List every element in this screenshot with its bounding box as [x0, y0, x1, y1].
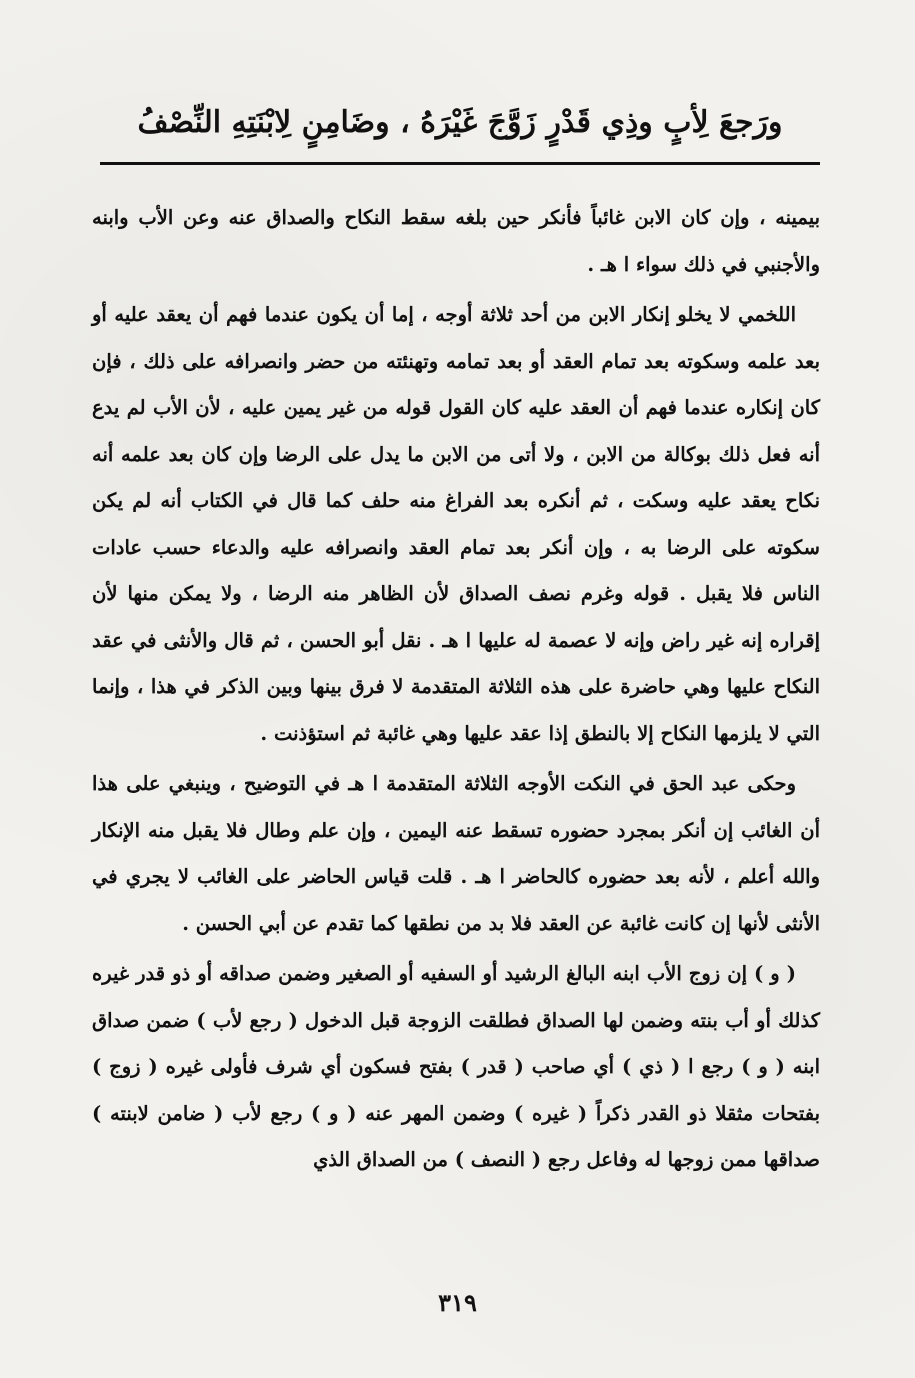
page-number: ٣١٩ — [438, 1288, 477, 1317]
verse-header: ورَجعَ لِأبٍ وذِي قَدْرٍ زَوَّجَ غَيْرَهُ ، وضَامِنٍ لِابْنَتِهِ النِّصْفُ — [137, 105, 783, 140]
paragraph-2: اللخمي لا يخلو إنكار الابن من أحد ثلاثة أوجه ، إما أن يكون عندما فهم أن يعقد عليه أو بعد علمه وسكوته بعد تمام العقد أو بعد تمامه وتهنئته من حضر وانصرافه على ذلك ، فإن كان إنكاره عندما فهم أن العقد عليه كان القول قوله من غير يمين عليه ، لأن الأب لم يدع أنه فعل ذلك بوكالة من الابن ، ولا أتى من الابن ما يدل على الرضا وإن كان بعد علمه أنه نكاح يعقد عليه وسكت ، ثم أنكره بعد الفراغ منه حلف كما قال في الكتاب أنه لم يكن سكوته على الرضا به ، وإن أنكر بعد تمام العقد وانصرافه عليه والدعاء حسب عادات الناس فلا يقبل . قوله وغرم نصف الصداق لأن الظاهر منه الرضا ، ولا يمكن منها لأن إقراره إنه غير راض وإنه لا عصمة له عليها ا هـ . نقل أبو الحسن ، ثم قال والأنثى في عقد النكاح عليها وهي حاضرة على هذه الثلاثة المتقدمة لا فرق بينها وبين الذكر في هذا ، وإنما التي لا يلزمها النكاح إلا بالنطق إذا عقد عليها وهي غائبة ثم استؤذنت . — [92, 303, 820, 745]
body-text — [92, 195, 820, 1188]
paragraph-3: وحكى عبد الحق في النكت الأوجه الثلاثة المتقدمة ا هـ في التوضيح ، وينبغي على هذا أن الغائب إن أنكر بمجرد حضوره تسقط عنه اليمين ، وإن علم وطال فلا يقبل منه الإنكار والله أعلم ، لأنه بعد حضوره كالحاضر ا هـ . قلت قياس الحاضر على الغائب لا يجري في الأنثى لأنها إن كانت غائبة عن العقد فلا بد من نطقها كما تقدم عن أبي الحسن . — [92, 772, 820, 935]
paragraph-4: ( و ) إن زوج الأب ابنه البالغ الرشيد أو السفيه أو الصغير وضمن صداقه أو ذو قدر غيره كذلك أو أب بنته وضمن لها الصداق فطلقت الزوجة قبل الدخول ( رجع لأب ) ضمن صداق ابنه ( و ) رجع ا ( ذي ) أي صاحب ( قدر ) بفتح فسكون أي شرف فأولى غيره ( زوج ) بفتحات مثقلا ذو القدر ذكراً ( غيره ) وضمن المهر عنه ( و ) رجع لأب ( ضامن لابنته ) صداقها ممن زوجها له وفاعل رجع ( النصف ) من الصداق الذي — [92, 962, 820, 1171]
paragraph-1: بيمينه ، وإن كان الابن غائباً فأنكر حين بلغه سقط النكاح والصداق عنه وعن الأب وابنه والأجنبي في ذلك سواء ا هـ . — [92, 206, 820, 276]
header-divider — [100, 162, 820, 165]
